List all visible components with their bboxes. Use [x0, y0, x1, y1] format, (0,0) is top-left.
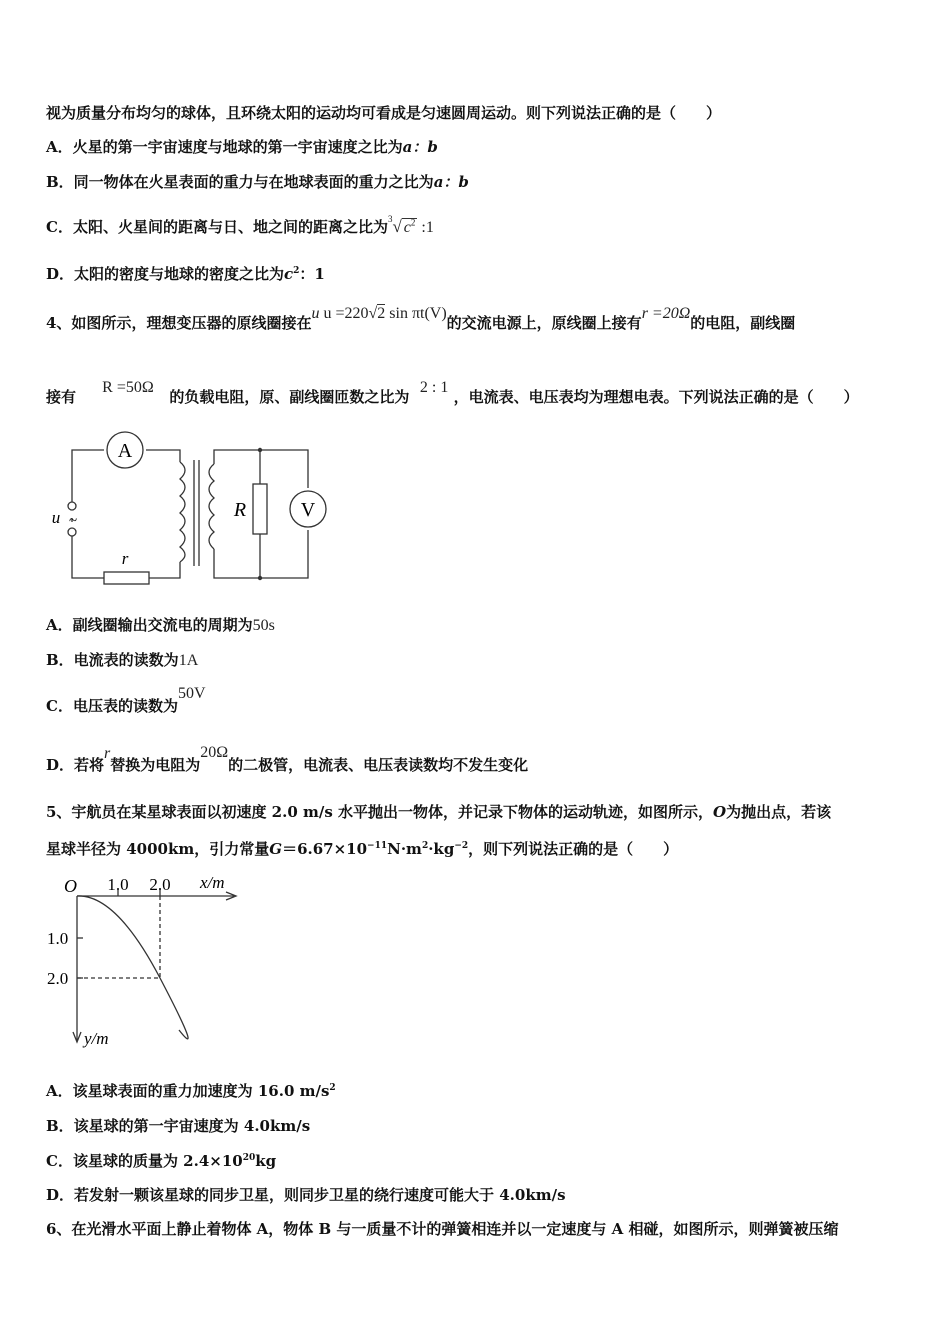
q3-option-a[interactable]: A．火星的第一宇宙速度与地球的第一宇宙速度之比为a：b [46, 138, 438, 156]
q5-option-a[interactable]: A．该星球表面的重力加速度为 16.0 $m/s^2$ [46, 1082, 336, 1100]
y-tick-label: 1.0 [47, 929, 69, 948]
x-tick-label: 2.0 [149, 875, 171, 894]
q6-stem: 6、在光滑水平面上静止着物体 A，物体 B 与一质量不计的弹簧相连并以一定速度与 A 相碰，如图所示，则弹簧被压缩 [46, 1220, 839, 1238]
source-terminal-top [68, 502, 76, 510]
q5-stem-line1: 5、宇航员在某星球表面以初速度 2.0 m/s 水平抛出一物体，并记录下物体的运动轨迹，如图所示，O为抛出点，若该 [46, 803, 832, 821]
q4-option-d[interactable]: D．若将r替换为电阻为20Ω的二极管，电流表、电压表读数均不发生变化 [46, 744, 529, 774]
trajectory-curve [77, 896, 188, 1039]
q4-stem-line1: 4、如图所示，理想变压器的原线圈接在u u =220√2 sin πt(V)的交流电源上，原线圈上接有r =20Ω的电阻，副线圈 [46, 305, 796, 332]
x-tick-label: 1.0 [107, 875, 129, 894]
q4-option-a[interactable]: A．副线圈输出交流电的周期为50s [46, 616, 275, 634]
load-resistor-label: R [233, 499, 247, 521]
series-resistor-label: r [121, 549, 129, 568]
load-resistor [253, 484, 267, 534]
q3-option-c[interactable]: C．太阳、火星间的距离与日、地之间的距离之比为$^3$√ $c^2$ :1 [46, 213, 434, 236]
q5-option-b[interactable]: B．该星球的第一宇宙速度为 4.0km/s [46, 1117, 311, 1135]
ammeter-label: A [117, 440, 133, 462]
q3-stem: 视为质量分布均匀的球体，且环绕太阳的运动均可看成是匀速圆周运动。则下列说法正确的是（ ） [46, 104, 722, 122]
y-axis-label: y/m [84, 1029, 109, 1048]
x-axis-label: x/m [200, 873, 225, 892]
q4-option-c[interactable]: C．电压表的读数为50V [46, 685, 206, 715]
source-terminal-bottom [68, 528, 76, 536]
source-label: u [51, 508, 61, 527]
q5-stem-line2: 星球半径为 4000km，引力常量$G=6.67\times 10^{-11}N\cdot m^2\cdot kg^{-2}$，则下列说法正确的是（ ） [46, 840, 679, 858]
q3-option-b[interactable]: B．同一物体在火星表面的重力与在地球表面的重力之比为a：b [46, 173, 469, 191]
series-resistor [104, 572, 149, 584]
ac-symbol: ~ [68, 513, 78, 529]
q5-option-c[interactable]: C．该星球的质量为 $2.4\times 10^{20}kg$ [46, 1152, 277, 1170]
origin-label: O [64, 876, 77, 896]
transformer-circuit-diagram [44, 422, 364, 590]
voltage-expression: u u =220√2 sin πt(V) [311, 305, 447, 322]
q5-option-d[interactable]: D．若发射一颗该星球的同步卫星，则同步卫星的绕行速度可能大于 4.0km/s [46, 1186, 566, 1204]
q4-stem-line2: 接有 R =50Ω 的负载电阻，原、副线圈匝数之比为 2 : 1 ，电流表、电压表均为理想电表。下列说法正确的是（ ） [46, 379, 859, 406]
trajectory-graph [44, 870, 254, 1055]
cube-root-expression: $^3$√ $c^2$ :1 [387, 213, 434, 236]
q4-option-b[interactable]: B．电流表的读数为1A [46, 651, 199, 669]
y-tick-label: 2.0 [47, 969, 69, 988]
q3-option-d[interactable]: D．太阳的密度与地球的密度之比为$c^2$：1 [46, 265, 325, 283]
voltmeter-label: V [300, 499, 316, 521]
